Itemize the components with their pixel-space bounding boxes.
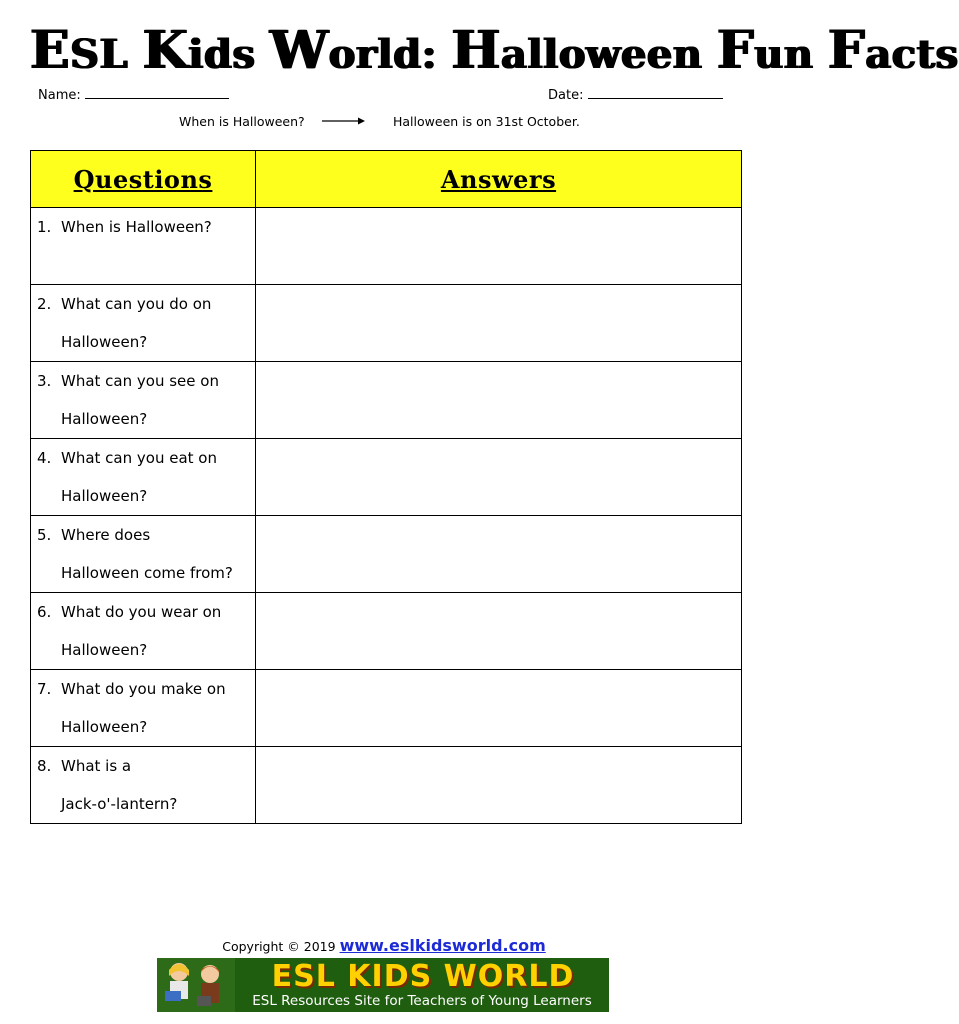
answers-header: Answers [256, 151, 742, 208]
copyright-text: Copyright © 2019 [222, 939, 336, 954]
question-text-continued: Halloween? [61, 333, 148, 351]
date-blank-line[interactable] [588, 86, 723, 99]
table-body [31, 208, 742, 824]
title-part: F [827, 20, 866, 81]
answer-cell[interactable] [256, 439, 742, 516]
right-arrow-icon [322, 115, 366, 127]
title-part: K [142, 20, 189, 81]
question-text: What do you wear on [61, 603, 222, 621]
name-label: Name: [38, 88, 81, 103]
question-text-continued: Jack-o'-lantern? [61, 795, 178, 813]
question-number: 7. [37, 680, 52, 698]
question-text-continued: Halloween? [61, 487, 148, 505]
example-question: When is Halloween? [179, 114, 305, 129]
question-number: 8. [37, 757, 52, 775]
worksheet-title [30, 20, 959, 82]
date-field[interactable] [548, 86, 723, 103]
question-text-continued: Halloween? [61, 641, 148, 659]
answer-cell[interactable] [256, 208, 742, 285]
title-part: acts [865, 31, 959, 78]
title-part: SL [70, 31, 143, 78]
question-cell [31, 208, 256, 285]
title-part: ids [188, 31, 270, 78]
answer-cell[interactable] [256, 362, 742, 439]
question-text: What is a [61, 757, 132, 775]
title-part: alloween [501, 31, 717, 78]
title-part: un [754, 31, 828, 78]
esl-kids-world-banner[interactable] [157, 958, 609, 1012]
question-cell [31, 747, 256, 824]
table-row [31, 208, 742, 285]
table-row [31, 362, 742, 439]
table-row [31, 439, 742, 516]
title-part: orld: [328, 31, 452, 78]
question-text: When is Halloween? [61, 218, 212, 236]
title-part: H [451, 20, 502, 81]
example-answer: Halloween is on 31st October. [393, 114, 580, 129]
question-text-continued: Halloween? [61, 410, 148, 428]
question-number: 3. [37, 372, 52, 390]
question-cell [31, 439, 256, 516]
question-number: 1. [37, 218, 52, 236]
kids-illustration-icon [157, 958, 235, 1012]
answer-cell[interactable] [256, 670, 742, 747]
brand-tagline: ESL Resources Site for Teachers of Young Learners [252, 993, 592, 1009]
copyright-line [0, 936, 768, 955]
table-header-row [31, 151, 742, 208]
question-cell [31, 516, 256, 593]
question-number: 5. [37, 526, 52, 544]
question-text-continued: Halloween come from? [61, 564, 233, 582]
question-text: What can you do on [61, 295, 212, 313]
answer-cell[interactable] [256, 516, 742, 593]
table-row [31, 670, 742, 747]
table-row [31, 747, 742, 824]
table-row [31, 593, 742, 670]
question-cell [31, 593, 256, 670]
title-part: W [269, 20, 329, 81]
date-label: Date: [548, 88, 584, 103]
name-blank-line[interactable] [85, 86, 229, 99]
question-text: What can you see on [61, 372, 219, 390]
example-line [0, 114, 768, 132]
question-cell [31, 670, 256, 747]
question-text-continued: Halloween? [61, 718, 148, 736]
question-number: 6. [37, 603, 52, 621]
question-number: 2. [37, 295, 52, 313]
title-part: E [30, 20, 71, 81]
question-number: 4. [37, 449, 52, 467]
website-link[interactable]: www.eslkidsworld.com [339, 936, 546, 955]
question-cell [31, 285, 256, 362]
question-text: Where does [61, 526, 151, 544]
table-row [31, 285, 742, 362]
question-text: What can you eat on [61, 449, 217, 467]
answer-cell[interactable] [256, 285, 742, 362]
answer-cell[interactable] [256, 747, 742, 824]
answer-cell[interactable] [256, 593, 742, 670]
question-cell [31, 362, 256, 439]
name-field[interactable] [38, 86, 229, 103]
questions-header: Questions [31, 151, 256, 208]
table-row [31, 516, 742, 593]
qa-table [30, 150, 742, 824]
title-part: F [716, 20, 755, 81]
question-text: What do you make on [61, 680, 226, 698]
brand-name: ESL KIDS WORLD [271, 959, 575, 994]
